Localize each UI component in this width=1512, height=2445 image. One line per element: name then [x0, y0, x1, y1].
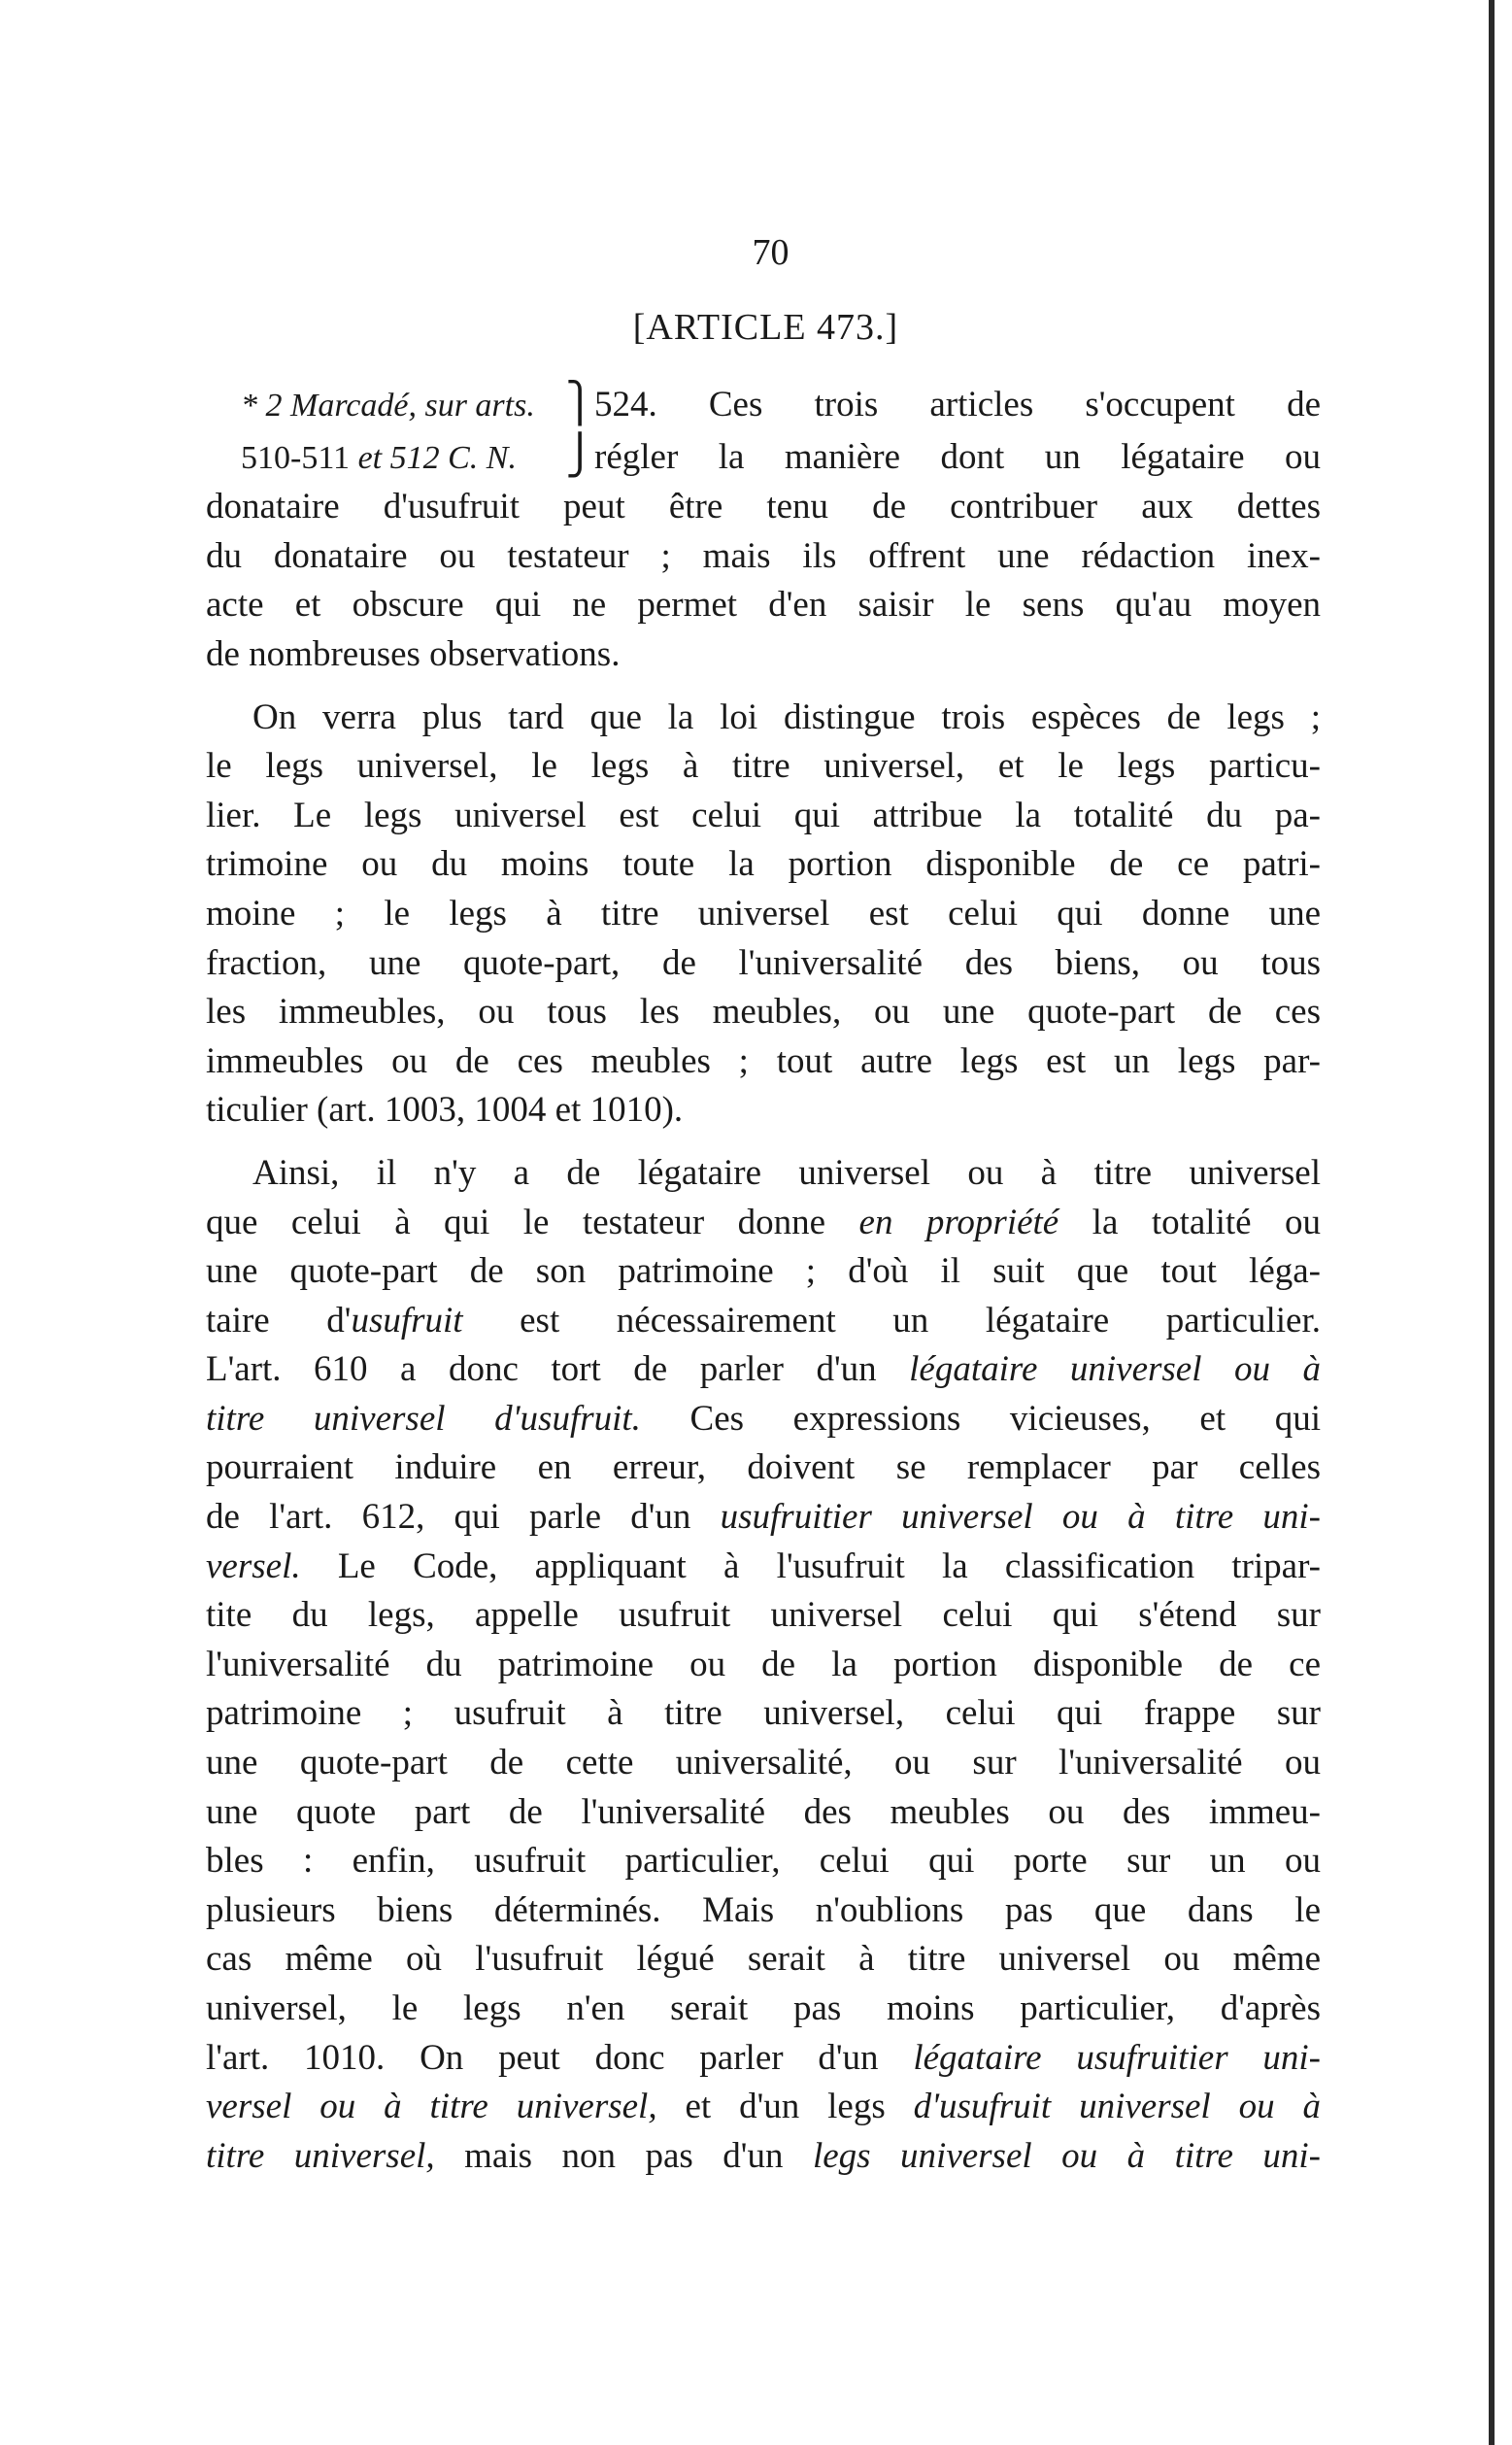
text-run: Ces expressions vicieuses, et qui — [640, 1398, 1321, 1439]
text-line: acte et obscure qui ne permet d'en saisir le sens qu'au moyen — [206, 585, 1321, 626]
emphasis: usufruit — [351, 1300, 463, 1341]
text-line: bles : enfin, usufruit particulier, celui qui porte sur un ou — [206, 1841, 1321, 1882]
text-line: tite du legs, appelle usufruit universel celui qui s'étend sur — [206, 1595, 1321, 1636]
emphasis: en propriété — [858, 1202, 1059, 1242]
emphasis: légataire universel ou à — [909, 1349, 1321, 1390]
brace-bottom: ⎭ — [565, 432, 594, 477]
text-line: trimoine ou du moins toute la portion disponible de ce patri- — [206, 844, 1321, 885]
emphasis: titre universel d'usufruit. — [206, 1398, 641, 1439]
text-line: plusieurs biens déterminés. Mais n'oublions pas que dans le — [206, 1889, 1321, 1930]
text-line — [206, 1297, 1321, 1346]
text-line: moine ; le legs à titre universel est celui qui donne une — [206, 893, 1321, 934]
emphasis: versel ou à titre universel, — [206, 2087, 657, 2127]
paragraph-1 — [206, 483, 1321, 679]
emphasis: legs universel ou à titre uni- — [812, 2135, 1321, 2176]
article-heading: [ARTICLE 473.] — [632, 307, 899, 348]
emphasis: versel. — [206, 1545, 301, 1586]
text-run: mais non pas d'un — [434, 2135, 813, 2176]
reference-text-line: régler la manière dont un légataire ou — [594, 436, 1321, 477]
text-run: de l'art. 612, qui parle d'un — [206, 1497, 721, 1538]
text-line: une quote-part de cette universalité, ou sur l'universalité ou — [206, 1743, 1321, 1783]
text-run: Le Code, appliquant à l'usufruit la classification tripar- — [300, 1545, 1321, 1586]
page-number: 70 — [752, 232, 790, 273]
page-edge-border — [1489, 0, 1495, 2445]
text-line — [206, 1543, 1321, 1592]
text-line: du donataire ou testateur ; mais ils offrent une rédaction inex- — [206, 535, 1321, 576]
reference-article-numbers: 510-511 — [241, 439, 351, 476]
text-line: ticulier (art. 1003, 1004 et 1010). — [206, 1090, 684, 1131]
text-line: une quote part de l'universalité des meubles ou des immeu- — [206, 1791, 1321, 1832]
reference-line-2 — [206, 431, 1321, 484]
text-run: la totalité ou — [1058, 1202, 1322, 1242]
brace-top: ⎫ — [565, 381, 594, 424]
text-run: est nécessairement un légataire particulier. — [462, 1300, 1321, 1341]
text-line: de nombreuses observations. — [206, 633, 621, 674]
text-line — [206, 2132, 1321, 2182]
text-line — [206, 2083, 1321, 2132]
paragraph-3 — [206, 1149, 1321, 2181]
text-line — [206, 1199, 1321, 1248]
text-line — [206, 1345, 1321, 1395]
text-run: et d'un legs — [656, 2087, 914, 2127]
reference-code: 512 C. N. — [389, 439, 517, 476]
text-line — [206, 2034, 1321, 2084]
text-line: lier. Le legs universel est celui qui attribue la totalité du pa- — [206, 795, 1321, 835]
text-line: donataire d'usufruit peut être tenu de contribuer aux dettes — [206, 487, 1321, 527]
paragraph-gap — [206, 680, 1321, 694]
emphasis: d'usufruit universel ou à — [913, 2087, 1321, 2127]
text-line — [206, 1493, 1321, 1543]
text-line: patrimoine ; usufruit à titre universel, celui qui frappe sur — [206, 1693, 1321, 1734]
reference-articles — [206, 434, 565, 484]
page-body — [206, 379, 1321, 2181]
emphasis: usufruitier universel ou à titre uni- — [720, 1497, 1321, 1538]
reference-citation: * 2 Marcadé, sur arts. — [241, 388, 535, 424]
text-line: cas même où l'usufruit légué serait à titre universel ou même — [206, 1939, 1321, 1980]
text-run: que celui à qui le testateur donne — [206, 1202, 859, 1242]
text-line: le legs universel, le legs à titre universel, et le legs particu- — [206, 746, 1321, 787]
text-line: universel, le legs n'en serait pas moins particulier, d'après — [206, 1988, 1321, 2028]
text-line: une quote-part de son patrimoine ; d'où il suit que tout léga- — [206, 1251, 1321, 1292]
text-line: l'universalité du patrimoine ou de la portion disponible de ce — [206, 1644, 1321, 1684]
reference-line-1 — [206, 379, 1321, 431]
text-line: On verra plus tard que la loi distingue trois espèces de legs ; — [252, 696, 1321, 737]
paragraph-2 — [206, 694, 1321, 1136]
text-line — [206, 1395, 1321, 1444]
text-line: fraction, une quote-part, de l'universalité des biens, ou tous — [206, 942, 1321, 983]
text-run: L'art. 610 a donc tort de parler d'un — [206, 1349, 910, 1390]
text-run: taire d' — [206, 1300, 352, 1341]
reference-article-conjunction: et — [357, 439, 383, 476]
reference-text-line: 524. Ces trois articles s'occupent de — [594, 385, 1321, 424]
text-line: immeubles ou de ces meubles ; tout autre legs est un legs par- — [206, 1040, 1321, 1081]
text-run: l'art. 1010. On peut donc parler d'un — [206, 2037, 914, 2078]
emphasis: légataire usufruitier uni- — [913, 2037, 1321, 2078]
text-line: pourraient induire en erreur, doivent se remplacer par celles — [206, 1447, 1321, 1488]
text-line: les immeubles, ou tous les meubles, ou une quote-part de ces — [206, 992, 1321, 1033]
emphasis: titre universel, — [206, 2135, 435, 2176]
text-line: Ainsi, il n'y a de légataire universel ou à titre universel — [252, 1152, 1321, 1193]
paragraph-gap — [206, 1136, 1321, 1149]
